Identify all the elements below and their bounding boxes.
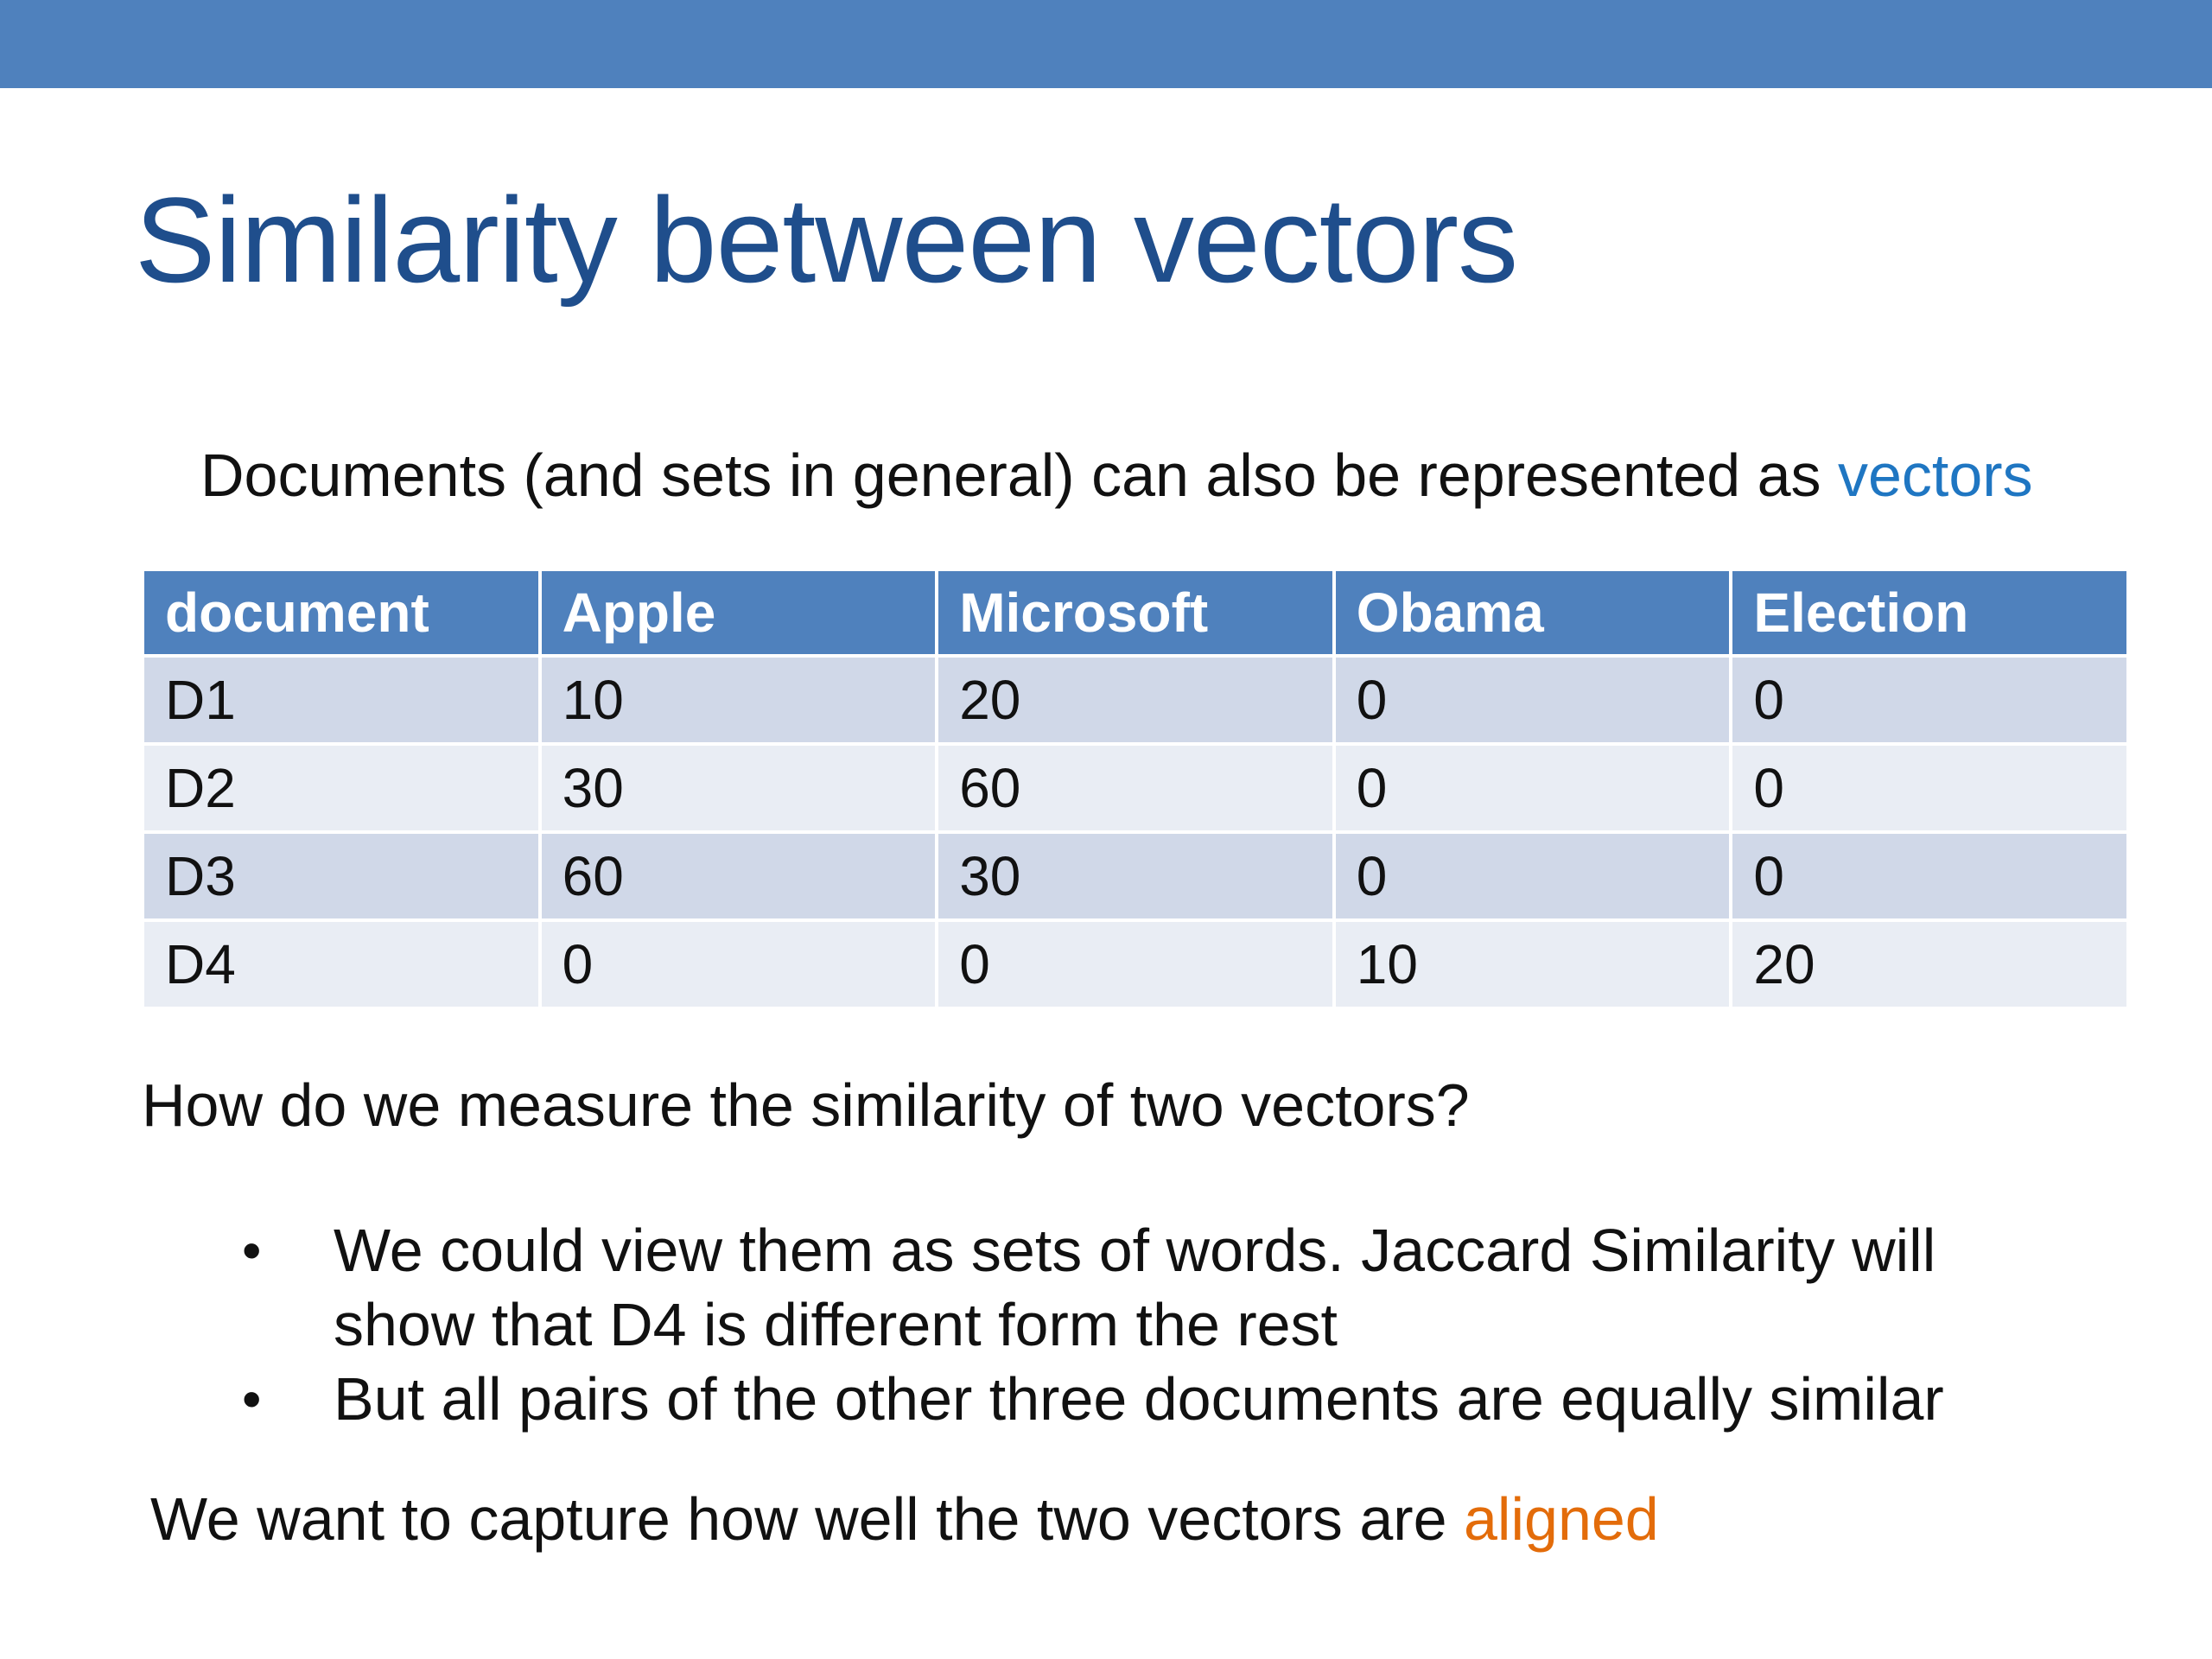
table-row — [144, 834, 2126, 918]
aligned-highlight: aligned — [1463, 1485, 1659, 1553]
bullet-dot-icon: • — [242, 1368, 262, 1430]
table-cell: 60 — [542, 834, 936, 918]
table-cell: 10 — [542, 658, 936, 742]
table-cell: 0 — [542, 922, 936, 1007]
table-cell: 0 — [1336, 746, 1730, 830]
bullet-list — [242, 1213, 2056, 1436]
header-obama: Obama — [1336, 571, 1730, 654]
table-cell: 30 — [938, 834, 1332, 918]
document-vector-table — [141, 568, 2130, 1010]
table-row — [144, 658, 2126, 742]
header-document: document — [144, 571, 538, 654]
table-cell: 10 — [1336, 922, 1730, 1007]
table-cell: 0 — [1732, 834, 2126, 918]
closing-text — [150, 1483, 1659, 1555]
bullet-item-equally-similar — [242, 1362, 2056, 1436]
intro-text — [200, 439, 2153, 512]
table-cell: D4 — [144, 922, 538, 1007]
table-cell: 20 — [1732, 922, 2126, 1007]
bullet-text: We could view them as sets of words. Jaccard Similarity will show that D4 is different form the rest — [334, 1217, 1936, 1358]
table-cell: D3 — [144, 834, 538, 918]
slide-title: Similarity between vectors — [135, 172, 1518, 308]
table-cell: 60 — [938, 746, 1332, 830]
table-cell: 0 — [1336, 834, 1730, 918]
table-row — [144, 922, 2126, 1007]
header-microsoft: Microsoft — [938, 571, 1332, 654]
bullet-item-jaccard — [242, 1213, 2056, 1362]
table-cell: 20 — [938, 658, 1332, 742]
top-accent-bar — [0, 0, 2212, 88]
bullet-text: But all pairs of the other three documents are equally similar — [334, 1365, 1944, 1433]
question-text: How do we measure the similarity of two vectors? — [142, 1071, 1470, 1139]
table-row — [144, 746, 2126, 830]
bullet-dot-icon: • — [242, 1219, 262, 1281]
table-cell: 0 — [1732, 658, 2126, 742]
table-cell: 30 — [542, 746, 936, 830]
vectors-highlight: vectors — [1837, 442, 2033, 509]
header-apple: Apple — [542, 571, 936, 654]
table-cell: 0 — [1732, 746, 2126, 830]
header-election: Election — [1732, 571, 2126, 654]
closing-text-main: We want to capture how well the two vectors are — [150, 1485, 1464, 1553]
table-cell: 0 — [1336, 658, 1730, 742]
table-cell: D2 — [144, 746, 538, 830]
table-cell: 0 — [938, 922, 1332, 1007]
table-header-row — [144, 571, 2126, 654]
table-cell: D1 — [144, 658, 538, 742]
intro-text-main: Documents (and sets in general) can also be represented as — [200, 442, 1838, 509]
